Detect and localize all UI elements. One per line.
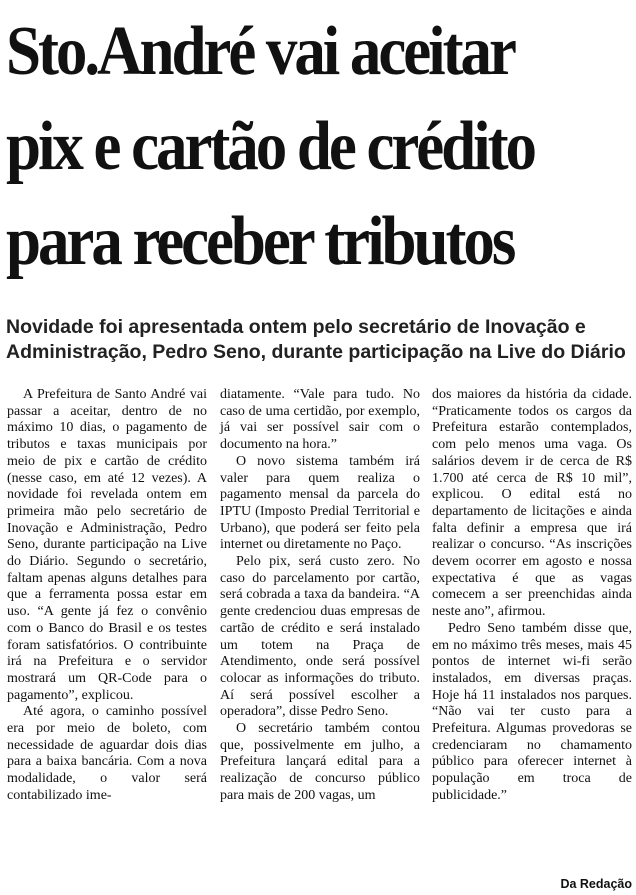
headline-line-3: para receber tributos <box>6 203 514 280</box>
paragraph: diatamente. “Vale para tudo. No caso de uma certidão, por exemplo, já vai ser possível sair com o documento na hora.” <box>220 387 420 453</box>
headline-line-1: Sto.André vai aceitar <box>6 13 514 90</box>
article-column-1 <box>7 387 207 805</box>
subheadline-line-2: Administração, Pedro Seno, durante participação na Live do Diário <box>6 341 626 363</box>
paragraph: A Prefeitura de Santo André vai passar a aceitar, dentro de no máximo 10 dias, o pagamento de tributos e taxas municipais por meio de pix e cartão de crédito (nesse caso, em até 12 vezes). A novidade foi revelada ontem em primeira mão pelo secretário de Inovação e Administração, Pedro Seno, durante participação na Live do Diário. Segundo o secretário, faltam apenas alguns detalhes para que a ferramenta possa estar em uso. “A gente já fez o convênio com o Banco do Brasil e os testes foram satisfatórios. O contribuinte irá na Prefeitura e o servidor mostrará um QR-Code para o pagamento”, explicou. <box>7 387 207 703</box>
headline-line-2: pix e cartão de crédito <box>6 108 534 185</box>
paragraph: dos maiores da história da cidade. “Praticamente todos os cargos da Prefeitura estarão contemplados, com pelo menos uma vaga. Os salários devem ir de cerca de R$ 1.700 até cerca de R$ 10 mil”, explicou. O edital está no departamento de licitações e ainda falta definir a empresa que irá realizar o concurso. “As inscrições devem ocorrer em agosto e nossa expectativa é que as vagas comecem a ser preenchidas ainda neste ano”, afirmou. <box>432 387 632 620</box>
subheadline <box>6 315 634 365</box>
byline-credit: Da Redação <box>560 877 632 891</box>
paragraph: Pelo pix, será custo zero. No caso do parcelamento por cartão, será cobrada a taxa da bandeira. “A gente credenciou duas empresas de cartão de crédito e será instalado um totem na Praça de Atendimento, onde será possível colocar as informações do tributo. Aí será possível escolher a operadora”, disse Pedro Seno. <box>220 554 420 720</box>
paragraph: Até agora, o caminho possível era por meio de boleto, com necessidade de aguardar dois dias para a baixa bancária. Com a nova modalidade, o valor será contabilizado ime- <box>7 704 207 803</box>
paragraph: O novo sistema também irá valer para quem realiza o pagamento mensal da parcela do IPTU (Imposto Predial Territorial e Urbano), que poderá ser feito pela internet ou diretamente no Paço. <box>220 453 420 553</box>
article-column-3 <box>432 387 632 805</box>
paragraph: O secretário também contou que, possivelmente em julho, a Prefeitura lançará edital para a realização de concurso público para mais de 200 vagas, um <box>220 721 420 803</box>
subheadline-line-1: Novidade foi apresentada ontem pelo secretário de Inovação e <box>6 316 586 338</box>
paragraph: Pedro Seno também disse que, em no máximo três meses, mais 45 pontos de internet wi-fi serão instalados, em diversas praças. Hoje há 11 instalados nos parques. “Não vai ter custo para a Prefeitura. Algumas provedoras se credenciaram no chamamento público para oferecer internet à população em troca de publicidade.” <box>432 620 632 803</box>
headline <box>6 4 571 289</box>
article-column-2 <box>220 387 420 805</box>
